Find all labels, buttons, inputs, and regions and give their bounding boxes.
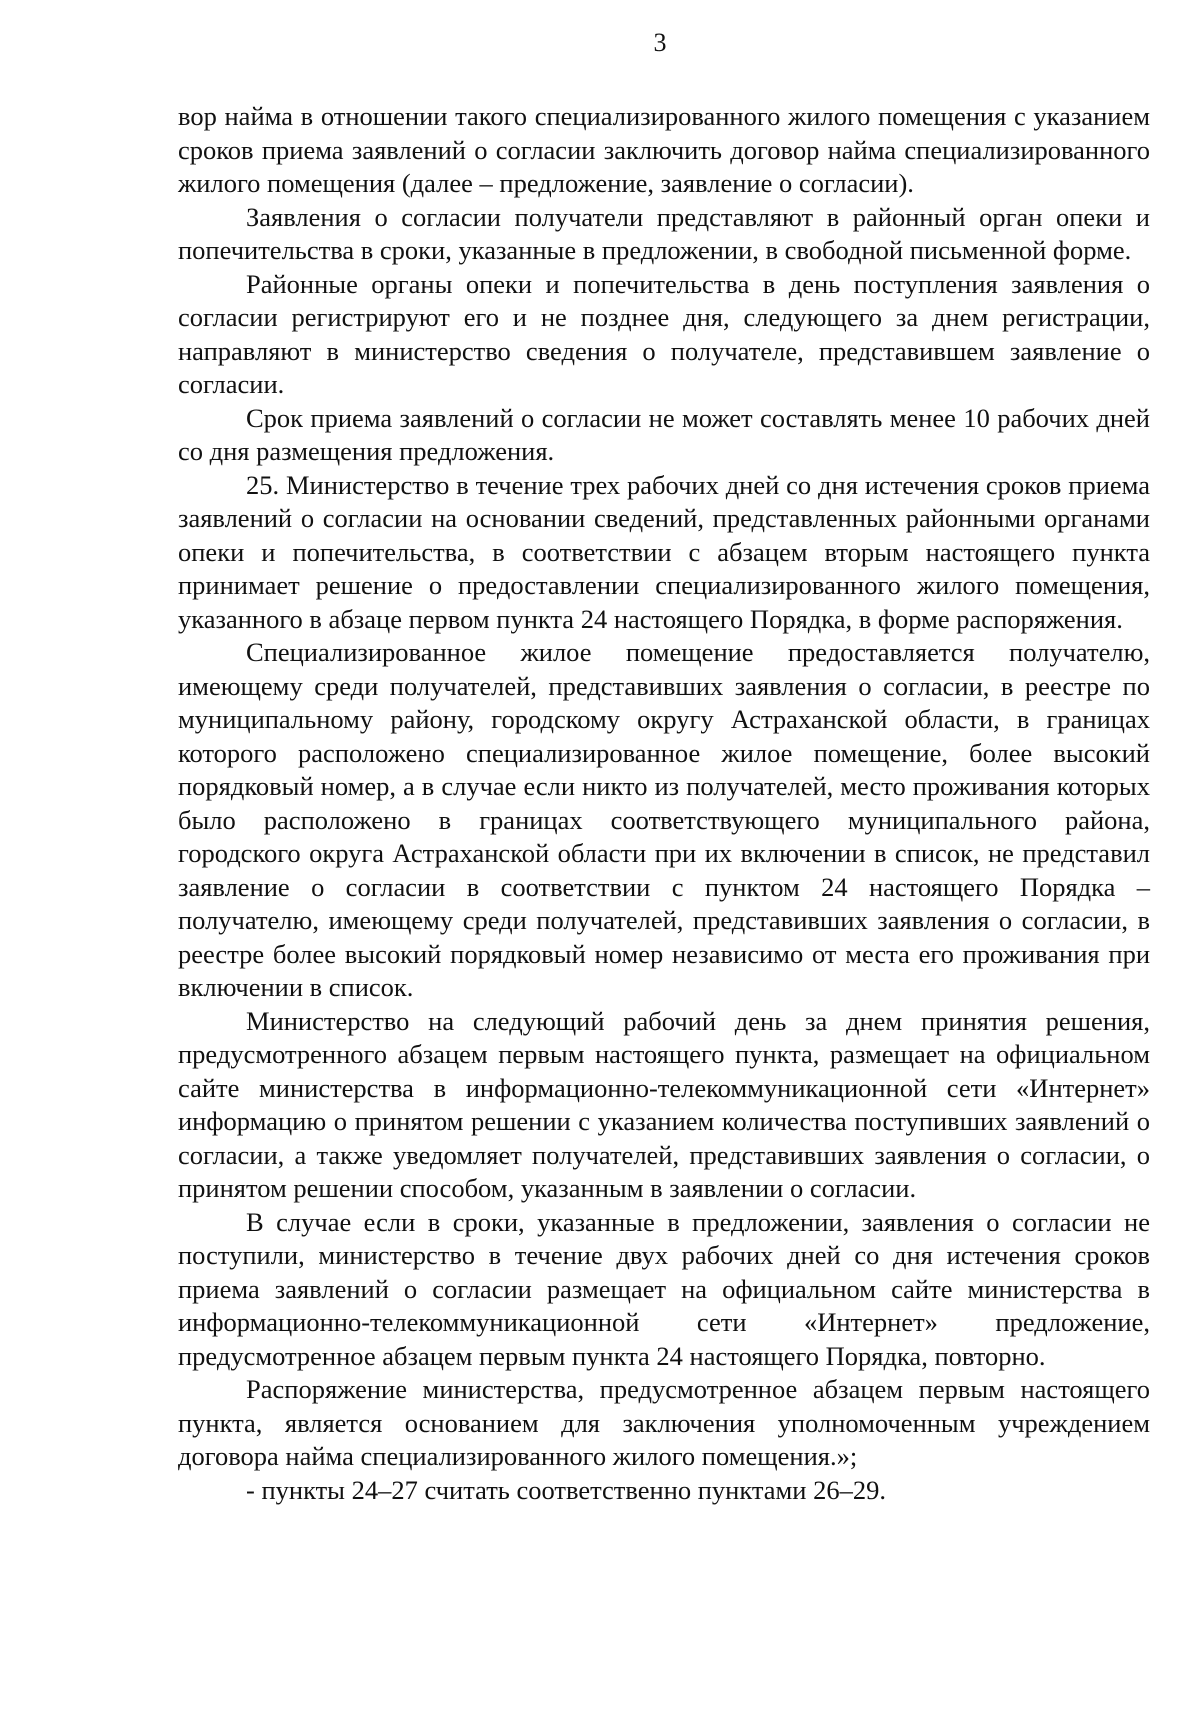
paragraph: В случае если в сроки, указанные в предложении, заявления о согласии не поступили, министерство в течение двух рабочих дней со дня истечения сроков приема заявлений о согласии размещает на официальном сайте министерства в информационно-телекоммуникационной сети «Интернет» предложение, предусмотренное абзацем первым пункта 24 настоящего Порядка, повторно. — [178, 1206, 1150, 1371]
paragraph: Распоряжение министерства, предусмотренное абзацем первым настоящего пункта, является основанием для заключения уполномоченным учреждением договора найма специализированного жилого помещения.»; — [178, 1374, 1150, 1471]
paragraph: Срок приема заявлений о согласии не может составлять менее 10 рабочих дней со дня размещения предложения. — [178, 402, 1150, 466]
paragraph: Районные органы опеки и попечительства в день поступления заявления о согласии регистрируют его и не позднее дня, следующего за днем регистрации, направляют в министерство сведения о получателе, представившем заявление о согласии. — [178, 268, 1150, 399]
paragraph-renumbering-note: - пункты 24–27 считать соответственно пунктами 26–29. — [246, 1474, 886, 1505]
paragraph: Министерство на следующий рабочий день за днем принятия решения, предусмотренного абзацем первым настоящего пункта, размещает на официальном сайте министерства в информационно-телекоммуникационной сети «Интернет» информацию о принятом решении с указанием количества поступивших заявлений о согласии, а также уведомляет получателей, представивших заявления о согласии, о принятом решении способом, указанным в заявлении о согласии. — [178, 1005, 1150, 1203]
paragraph: Заявления о согласии получатели представляют в районный орган опеки и попечительства в сроки, указанные в предложении, в свободной письменной форме. — [178, 201, 1150, 265]
paragraph-item-25: 25. Министерство в течение трех рабочих дней со дня истечения сроков приема заявлений о согласии на основании сведений, представленных районными органами опеки и попечительства, в соответствии с абзацем вторым настоящего пункта принимает решение о предоставлении специализированного жилого помещения, указанного в абзаце первом пункта 24 настоящего Порядка, в форме распоряжения. — [178, 469, 1150, 634]
document-body — [178, 100, 1150, 1507]
paragraph-continuation: вор найма в отношении такого специализированного жилого помещения с указанием сроков приема заявлений о согласии заключить договор найма специализированного жилого помещения (далее – предложение, заявление о согласии). — [178, 101, 1150, 198]
page-number: 3 — [653, 28, 667, 57]
paragraph: Специализированное жилое помещение предоставляется получателю, имеющему среди получателей, представивших заявления о согласии, в реестре по муниципальному району, городскому округу Астраханской области, в границах которого расположено специализированное жилое помещение, более высокий порядковый номер, а в случае если никто из получателей, место проживания которых было расположено в границах соответствующего муниципального района, городского округа Астраханской области при их включении в список, не представил заявление о согласии в соответствии с пунктом 24 настоящего Порядка – получателю, имеющему среди получателей, представивших заявления о согласии, в реестре более высокий порядковый номер независимо от места его проживания при включении в список. — [178, 637, 1150, 1002]
